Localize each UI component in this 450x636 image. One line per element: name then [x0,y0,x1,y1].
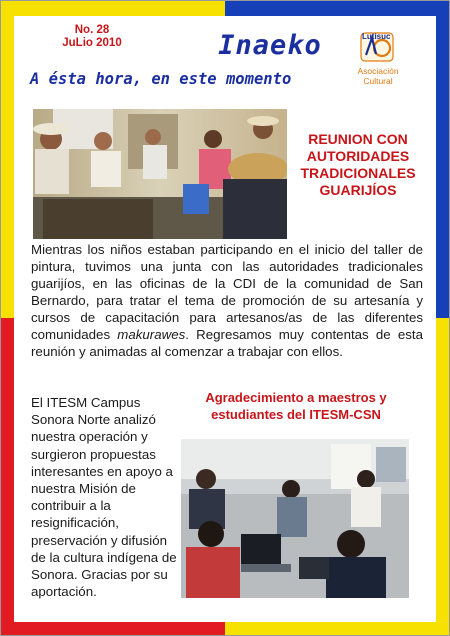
article1-body [31,241,423,360]
issue-info [42,24,142,50]
article2-headline: Agradecimiento a maestros y estudiantes del ITESM-CSN [205,390,387,422]
students-photo [181,439,409,598]
article1-body-text: Mientras los niños estaban participando en el inicio del taller de pintura, tuvimos una junta con las autoridades tradicionales guarijíos, en las oficinas de la CDI de la comunidad de San Bernardo, para tratar el tema de promoción de su artesanía y cursos de capacitación para artesanos/as de las diferentes comunidades [31,242,423,342]
meeting-photo [33,109,287,239]
article1-body-italic: makurawes [117,327,186,342]
issue-date: JuLio 2010 [62,37,122,49]
article1-body-text-end: . Regresamos muy contentas de esta reunión y animadas al comenzar a trabajar con ellos. [31,327,424,359]
newsletter-subtitle: A ésta hora, en este momento [30,70,292,88]
article2-body: El ITESM Campus Sonora Norte analizó nuestra operación y surgieron propuestas interesantes en apoyo a nuestra Misión de contribuir a la resignificación, preservación y difusión de la cultura indígena de Sonora. Gracias por su aportación. [31,395,177,600]
article1-headline: REUNION CON AUTORIDADES TRADICIONALES GUARIJÍOS [300,131,416,198]
newsletter-title: Inaeko [218,30,322,61]
logo-name: Asociación Cultural [357,66,399,86]
issue-number: No. 28 [74,24,110,36]
logo-label: Lutisuc [362,32,391,41]
